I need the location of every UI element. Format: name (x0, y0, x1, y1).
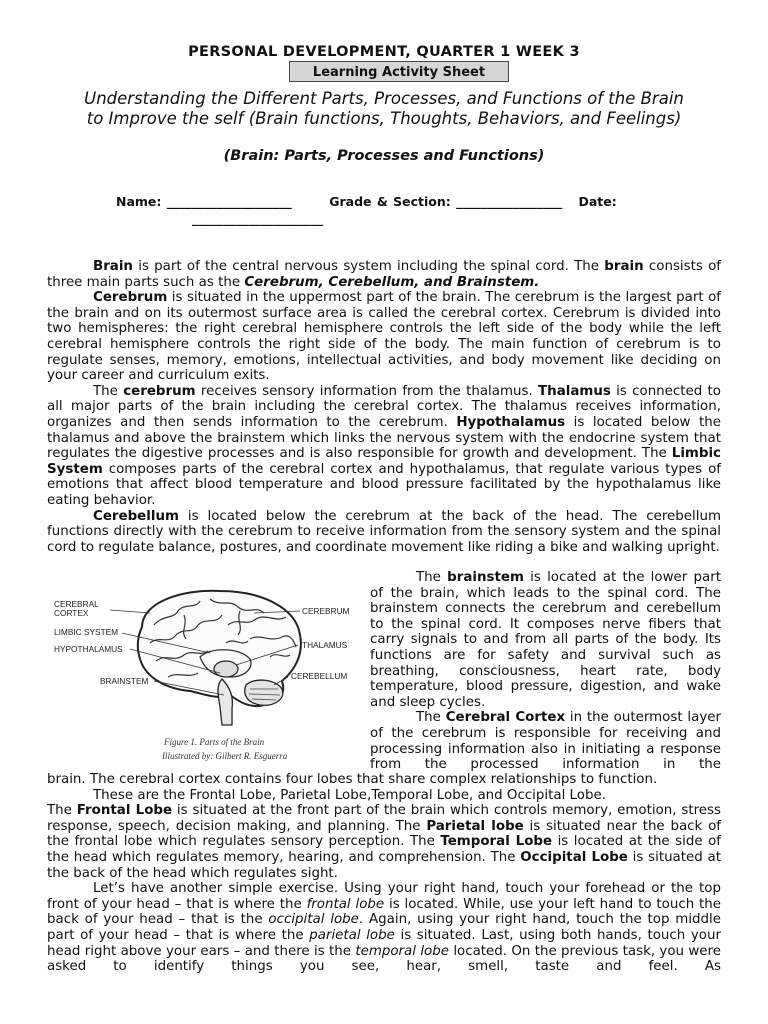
text: receives sensory information from the thalamus. (195, 383, 539, 399)
term-brain-2: brain (604, 259, 644, 274)
text: The (47, 803, 77, 819)
text: is situated at the back of the head which regulates sight. (47, 849, 721, 881)
paragraph-cerebral-cortex (370, 710, 721, 772)
text: is located below the cerebrum at the back of the head. The cerebellum functions directly with the cerebrum to receive information from the sensory system and the spinal cord to regulate balance, postures, and coordinate movement like riding a bike and walking upright. (47, 508, 721, 555)
label-cerebral-cortex-1: CEREBRAL (54, 599, 99, 609)
text: The (416, 570, 448, 585)
term-occipital-lobe-italic: occipital lobe (268, 912, 359, 928)
term-cerebrum-2: cerebrum (123, 383, 196, 399)
cerebellum-shape (245, 680, 283, 705)
term-temporal-lobe: Temporal Lobe (440, 834, 553, 850)
text: is located at the side of the head which regulates memory, hearing, and comprehension. The (47, 834, 722, 865)
document-subtitle (20, 89, 748, 129)
date-blank[interactable]: _____________________ (192, 211, 324, 226)
label-limbic-system: LIMBIC SYSTEM (54, 627, 119, 637)
term-parietal-lobe: Parietal lobe (426, 818, 524, 834)
grade-section-label: Grade & Section: (329, 194, 451, 209)
section-heading: (Brain: Parts, Processes and Functions) (223, 148, 545, 164)
paragraph-cerebellum (47, 509, 721, 556)
term-limbic-system: Limbic System (47, 446, 721, 477)
term-brain: Brain (93, 259, 133, 274)
date-label: Date: (578, 194, 617, 209)
student-info-row (116, 193, 676, 227)
term-hypothalamus: Hypothalamus (456, 414, 566, 430)
figure-caption: Figure 1. Parts of the Brain (164, 737, 265, 747)
text: The (93, 383, 124, 399)
text: located. On the previous task, you were asked to identify things you see, hear, smell, taste and feel. As (47, 943, 721, 975)
body-text-top (47, 259, 721, 555)
brain-illustration (50, 585, 368, 767)
text: is situated at the front part of the brain which controls memory, emotion, stress response, speech, decision making, and planning. The (47, 803, 721, 834)
text: is part of the central nervous system including the spinal cord. The (132, 259, 605, 274)
learning-activity-badge: Learning Activity Sheet (289, 61, 509, 82)
name-label: Name: (116, 194, 162, 209)
label-thalamus: THALAMUS (302, 640, 348, 650)
text: Let’s have another simple exercise. Using your right hand, touch your forehead or the top front of your head – that is where the (47, 881, 721, 912)
paragraph-cortex-continued: brain. The cerebral cortex contains four lobes that share complex relationships to function. (47, 772, 658, 787)
term-parietal-lobe-italic: parietal lobe (309, 927, 395, 943)
term-main-parts: Cerebrum, Cerebellum, and Brainstem. (244, 274, 540, 290)
thalamus-shape (214, 661, 238, 677)
text: is located. While, use your left hand to touch the back of your head – that is the (47, 896, 722, 928)
grade-section-blank[interactable]: _________________ (456, 194, 563, 209)
paragraph-exercise (47, 881, 721, 975)
term-frontal-lobe-italic: frontal lobe (306, 896, 385, 912)
text: is located at the lower part of the brain, which leads to the spinal cord. The brainstem connects the cerebrum and cerebellum to the spinal cord. It composes nerve fibers that carry signals to and from all parts of the body. Its functions are for safety and survival such as breathing, consciousness, heart rate, body temperature, blood pressure, digestion, and wake and sleep cycles. (370, 570, 721, 710)
text: The (416, 710, 446, 726)
term-brainstem: brainstem (447, 570, 524, 585)
label-cerebellum: CEREBELLUM (291, 671, 348, 681)
paragraph-lobes (47, 803, 721, 881)
subtitle-line-2: to Improve the self (Brain functions, Thoughts, Behaviors, and Feelings) (86, 109, 682, 128)
term-thalamus: Thalamus (538, 383, 611, 399)
term-cerebral-cortex: Cerebral Cortex (445, 710, 566, 726)
text: is situated near the back of the frontal lobe which regulates sensory perception. The (47, 818, 721, 850)
name-blank[interactable]: ____________________ (166, 194, 292, 209)
paragraph-brain (47, 259, 721, 290)
label-hypothalamus: HYPOTHALAMUS (54, 644, 123, 654)
document-title: PERSONAL DEVELOPMENT, QUARTER 1 WEEK 3 (188, 44, 580, 60)
text: is connected to all major parts of the brain including the cerebral cortex. The thalamus receives information, organizes and then sends information to the cerebrum. (47, 383, 722, 430)
text: . Again, using your right hand, touch the top middle part of your head – that is where the (47, 912, 721, 943)
term-occipital-lobe: Occipital Lobe (520, 849, 628, 865)
body-text-right-column (370, 570, 721, 773)
label-brainstem: BRAINSTEM (100, 676, 149, 686)
term-cerebellum: Cerebellum (93, 508, 179, 524)
term-cerebrum: Cerebrum (93, 290, 168, 306)
text: is located below the thalamus and above the brainstem which links the nervous system with the endocrine system that regulates the digestive processes and is also responsible for growth and development. The (47, 414, 721, 462)
text: consists of three main parts such as the (47, 259, 721, 290)
paragraph-brainstem (370, 570, 721, 710)
paragraph-cerebrum (47, 290, 721, 384)
paragraph-thalamus (47, 384, 721, 509)
body-text-bottom (47, 772, 721, 975)
subtitle-line-1: Understanding the Different Parts, Processes, and Functions of the Brain (84, 89, 684, 108)
text: is situated in the uppermost part of the brain. The cerebrum is the largest part of the brain and on its outermost surface area is called the cerebral cortex. Cerebrum is divided into two hemispheres: the right cerebral hemisphere controls the left side of the body while the left cerebral hemisphere controls the right side of the body. The main function of cerebrum is to regulate senses, memory, emotions, intellectual activities, and body movement like deciding on your career and curriculum exits. (47, 290, 721, 384)
label-cerebrum: CEREBRUM (302, 606, 350, 616)
term-frontal-lobe: Frontal Lobe (76, 803, 173, 819)
text: is situated. Last, using both hands, touch your head right above your ears – and there is the (47, 927, 721, 959)
label-cerebral-cortex-2: CORTEX (54, 608, 89, 618)
brain-figure (50, 585, 368, 767)
text: in the outermost layer of the cerebrum is responsible for receiving and processing information also in initiating a response from the processed information in the (370, 710, 721, 773)
term-temporal-lobe-italic: temporal lobe (355, 943, 449, 959)
figure-credit: Illustrated by: Gilbert R. Esguerra (162, 751, 288, 761)
text: composes parts of the cerebral cortex and hypothalamus, that regulate various types of emotions that affect blood temperature and blood pressure facilitated by the hypothalamus like eating behavior. (47, 461, 721, 508)
paragraph-lobes-list: These are the Frontal Lobe, Parietal Lobe,Temporal Lobe, and Occipital Lobe. (93, 787, 606, 803)
